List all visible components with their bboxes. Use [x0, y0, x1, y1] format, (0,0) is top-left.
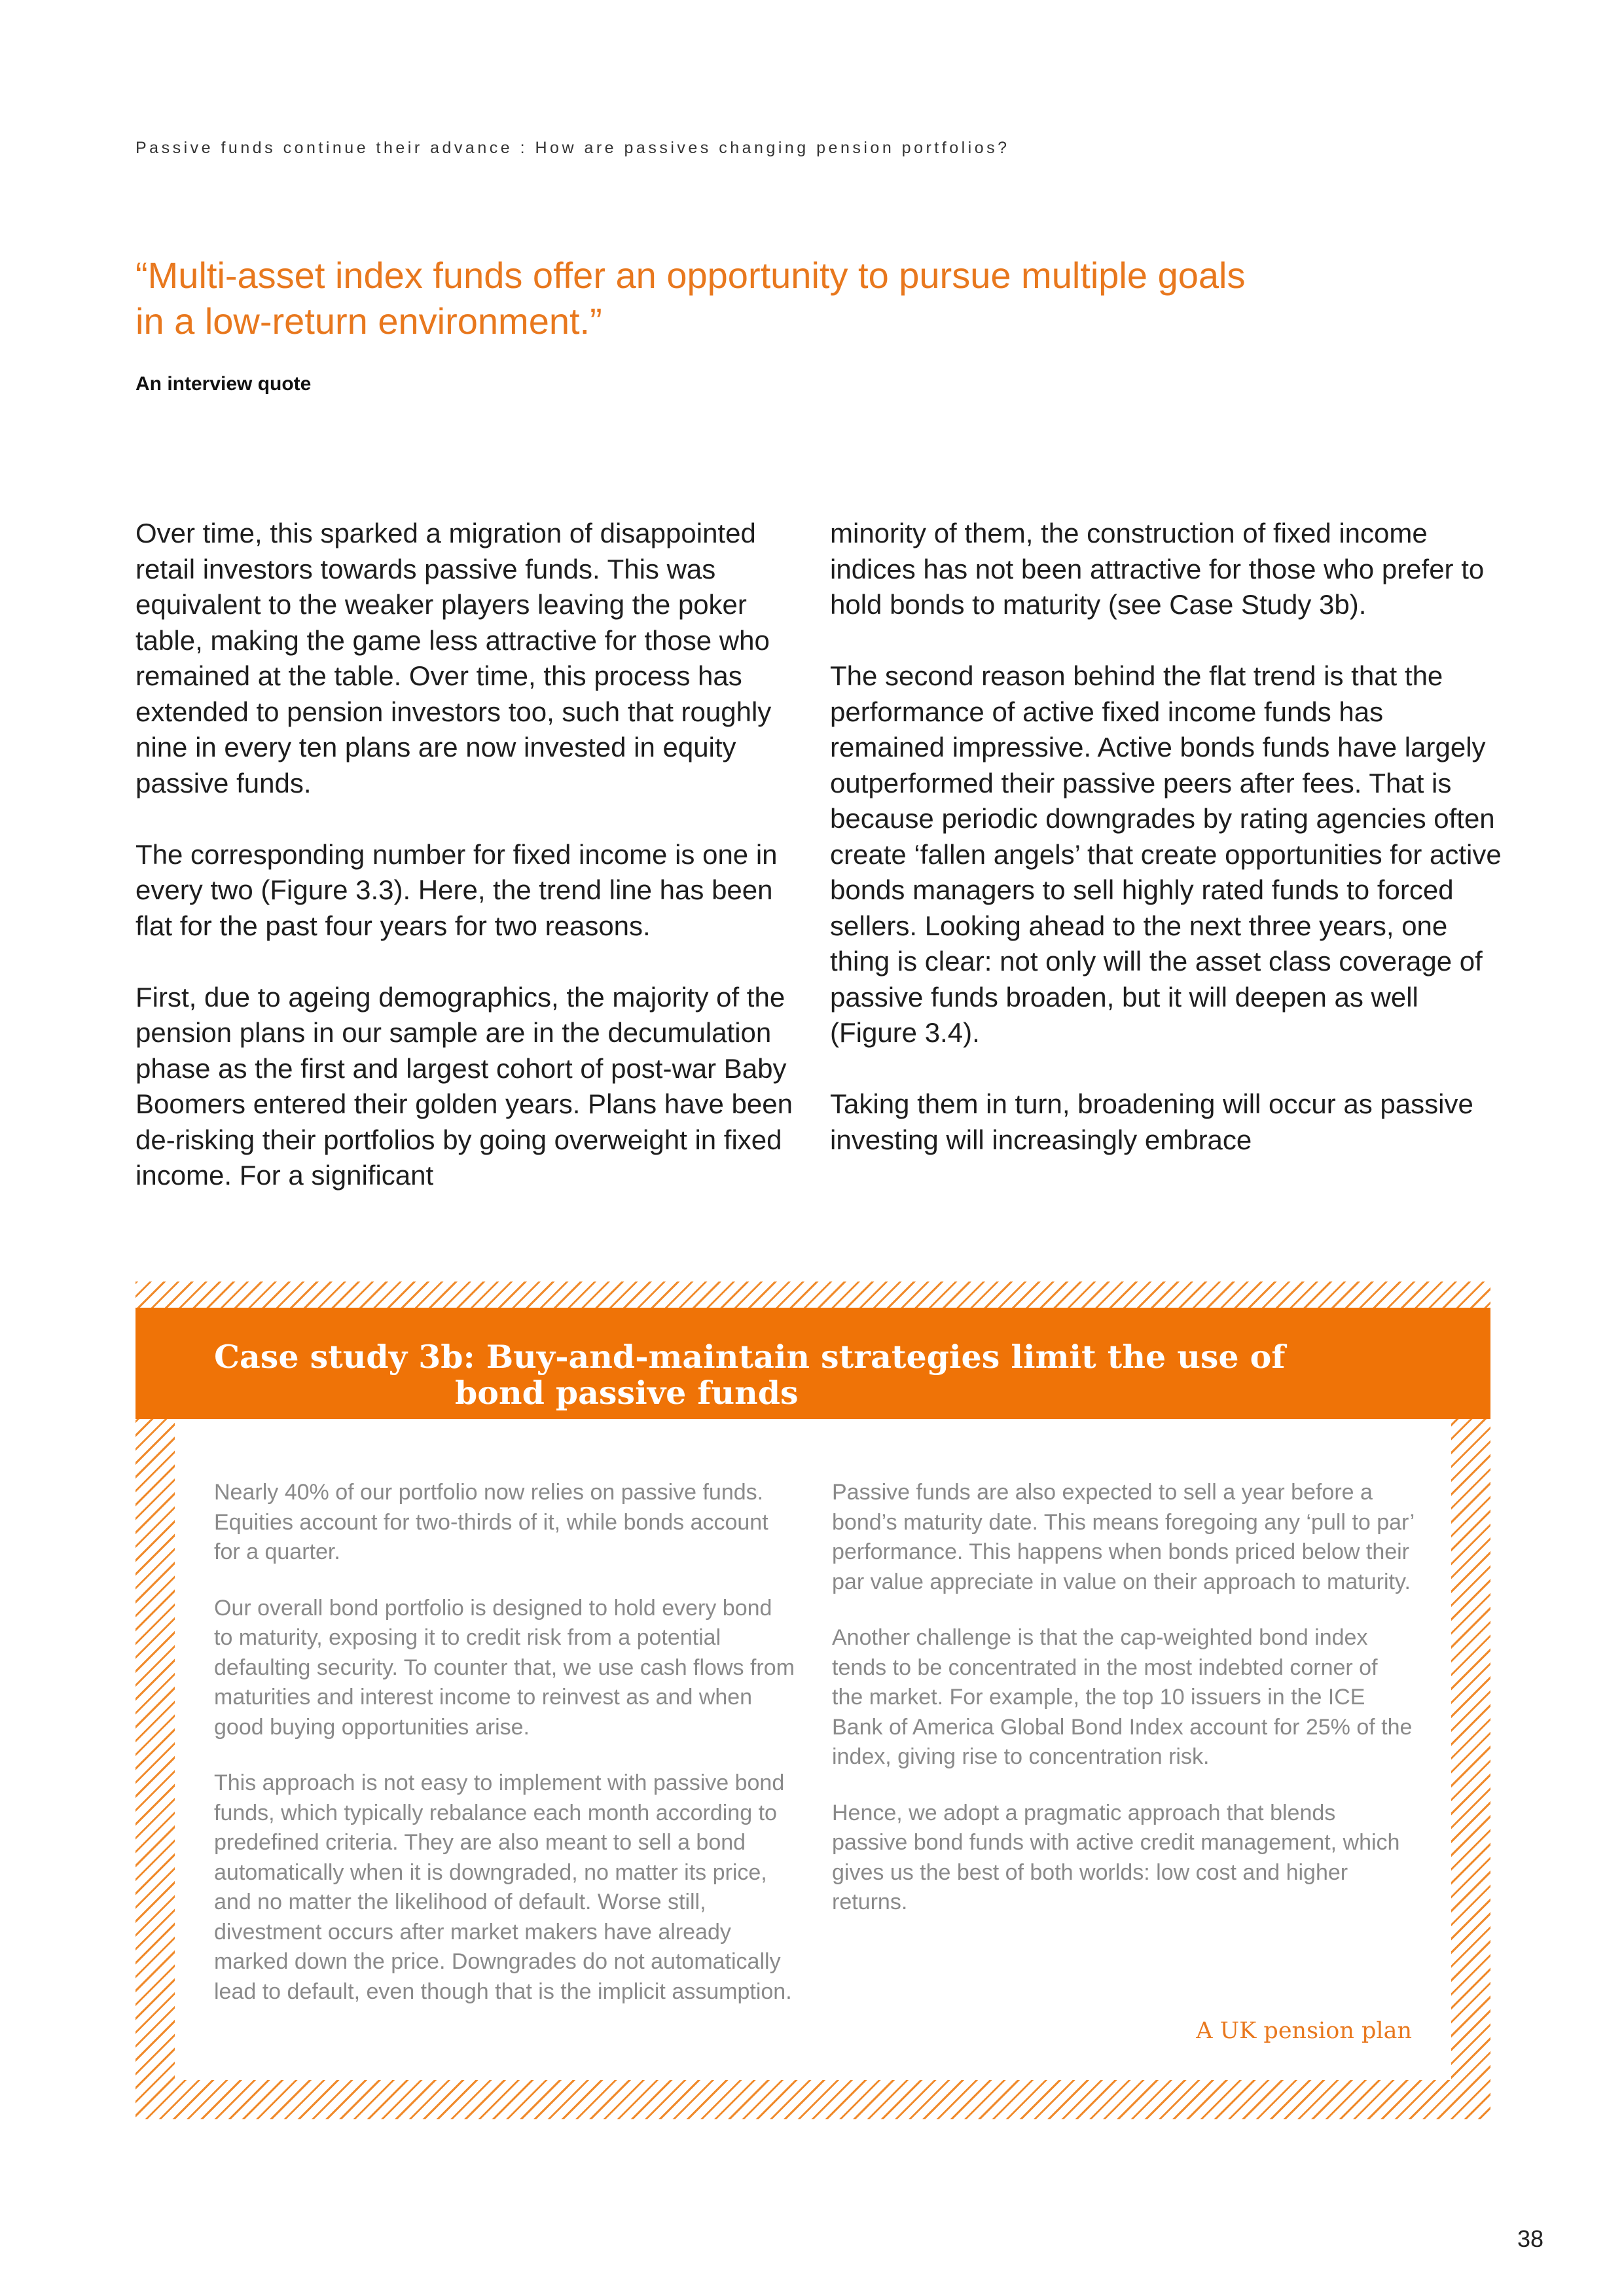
case-study-paragraph: Nearly 40% of our portfolio now relies on passive funds. Equities account for two-thirds of it, while bonds account for a quarter.: [214, 1480, 768, 1564]
body-paragraph: The corresponding number for fixed income is one in every two (Figure 3.3). Here, the trend line has been flat for the past four years for two reasons.: [135, 838, 778, 941]
case-study-paragraph: Our overall bond portfolio is designed to hold every bond to maturity, exposing it to credit risk from a potential defaulting security. To counter that, we use cash flows from maturities and interest income to reinvest as and when good buying opportunities arise.: [214, 1595, 795, 1740]
body-column-right: [830, 516, 1504, 1194]
body-paragraph: Taking them in turn, broadening will occur as passive investing will increasingly embrace: [830, 1088, 1473, 1155]
case-study-title: [214, 1339, 1392, 1411]
case-study-paragraph: This approach is not easy to implement with passive bond funds, which typically rebalance each month according to predefined criteria. They are also meant to sell a bond automatically when it is downgraded, no matter its price, and no matter the likelihood of default. Worse still, divestment occurs after market makers have already marked down the price. Downgrades do not automatically lead to default, even though that is the implicit assumption.: [214, 1770, 792, 2004]
body-paragraph: minority of them, the construction of fixed income indices has not been attractive for those who prefer to hold bonds to maturity (see Case Study 3b).: [830, 518, 1485, 620]
pull-quote: “Multi-asset index funds offer an opportunity to pursue multiple goals in a low-return environment.”: [135, 255, 1246, 342]
case-study-column-right: [832, 1478, 1415, 1944]
case-study-box: [135, 1282, 1490, 2119]
page-number: 38: [1517, 2225, 1544, 2252]
case-study-paragraph: Hence, we adopt a pragmatic approach that blends passive bond funds with active credit management, which gives us the best of both worlds: low cost and higher returns.: [832, 1800, 1400, 1914]
body-paragraph: First, due to ageing demographics, the majority of the pension plans in our sample are in the decumulation phase as the first and largest cohort of post-war Baby Boomers entered their golden years. Plans have been de-risking their portfolios by going overweight in fixed income. For a significant: [135, 981, 793, 1191]
case-study-column-left: [214, 1478, 797, 2033]
body-paragraph: The second reason behind the flat trend is that the performance of active fixed income funds has remained impressive. Active bonds funds have largely outperformed their passive peers after fees. That is because periodic downgrades by rating agencies often create ‘fallen angels’ that create opportunities for active bonds managers to sell highly rated funds to forced sellers. Looking ahead to the next three years, one thing is clear: not only will the asset class coverage of passive funds broaden, but it will deepen as well (Figure 3.4).: [830, 660, 1502, 1048]
pull-quote-source: An interview quote: [135, 373, 312, 395]
body-paragraph: Over time, this sparked a migration of disappointed retail investors towards passive funds. This was equivalent to the weaker players leaving the poker table, making the game less attractive for those who remained at the table. Over time, this process has extended to pension investors too, such that roughly nine in every ten plans are now invested in equity passive funds.: [135, 518, 772, 798]
case-study-paragraph: Another challenge is that the cap-weighted bond index tends to be concentrated in the most indebted corner of the market. For example, the top 10 issuers in the ICE Bank of America Global Bond Index account for 25% of the index, giving rise to concentration risk.: [832, 1625, 1413, 1769]
case-study-attribution: A UK pension plan: [1196, 2018, 1412, 2044]
case-study-paragraph: Passive funds are also expected to sell a year before a bond’s maturity date. This means foregoing any ‘pull to par’ performance. This happens when bonds priced below their par value appreciate in value on their approach to maturity.: [832, 1480, 1414, 1594]
case-study-title-line2: bond passive funds: [455, 1374, 799, 1412]
body-column-left: [135, 516, 810, 1229]
running-header: Passive funds continue their advance : How are passives changing pension portfolios?: [135, 139, 1010, 157]
case-study-title-line1: Case study 3b: Buy-and-maintain strategies limit the use of: [214, 1338, 1286, 1376]
